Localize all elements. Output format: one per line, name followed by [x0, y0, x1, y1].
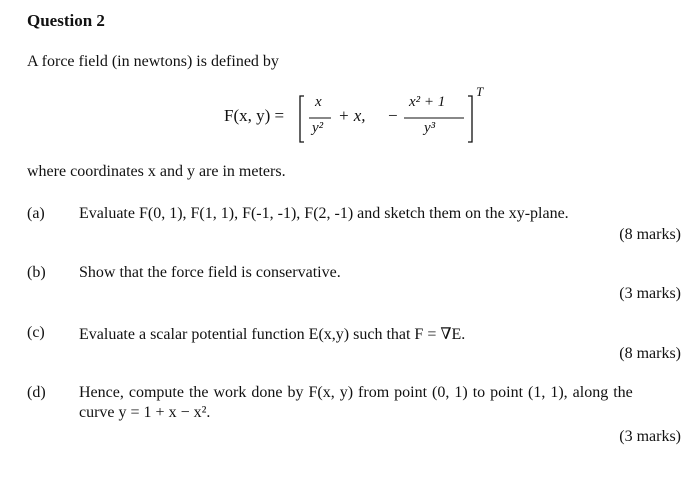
- part-b-marks: (3 marks): [619, 285, 681, 302]
- part-a-text: Evaluate F(0, 1), F(1, 1), F(-1, -1), F(2, -1) and sketch them on the xy-plane.: [79, 205, 569, 222]
- part-d-text: Hence, compute the work done by F(x, y) from point (0, 1) to point (1, 1), along the: [79, 384, 633, 401]
- minus-sign: −: [388, 106, 398, 125]
- part-d-marks: (3 marks): [619, 428, 681, 445]
- comp1-denominator: y²: [312, 120, 324, 136]
- part-b-text: Show that the force field is conservative.: [79, 264, 341, 281]
- comp1-rest: + x,: [338, 106, 366, 125]
- part-c-label: (c): [27, 324, 45, 341]
- comp2-denominator: y³: [424, 120, 436, 136]
- formula-lhs: F(x, y) =: [224, 106, 285, 125]
- right-bracket: [468, 96, 472, 142]
- intro-text: A force field (in newtons) is defined by: [27, 53, 279, 70]
- part-a-label: (a): [27, 205, 45, 222]
- comp2-numerator: x² + 1: [409, 94, 446, 110]
- question-title: Question 2: [27, 11, 105, 30]
- part-a-marks: (8 marks): [619, 226, 681, 243]
- part-d-label: (d): [27, 384, 46, 401]
- force-field-formula: [224, 84, 504, 150]
- comp1-numerator: x: [315, 94, 322, 110]
- part-c-text: Evaluate a scalar potential function E(x,y) such that F = ∇E.: [79, 326, 466, 343]
- part-d-curve: curve y = 1 + x − x².: [79, 404, 211, 421]
- part-b-label: (b): [27, 264, 46, 281]
- transpose-superscript: T: [476, 84, 484, 99]
- part-c-marks: (8 marks): [619, 345, 681, 362]
- left-bracket: [300, 96, 304, 142]
- where-text: where coordinates x and y are in meters.: [27, 163, 286, 180]
